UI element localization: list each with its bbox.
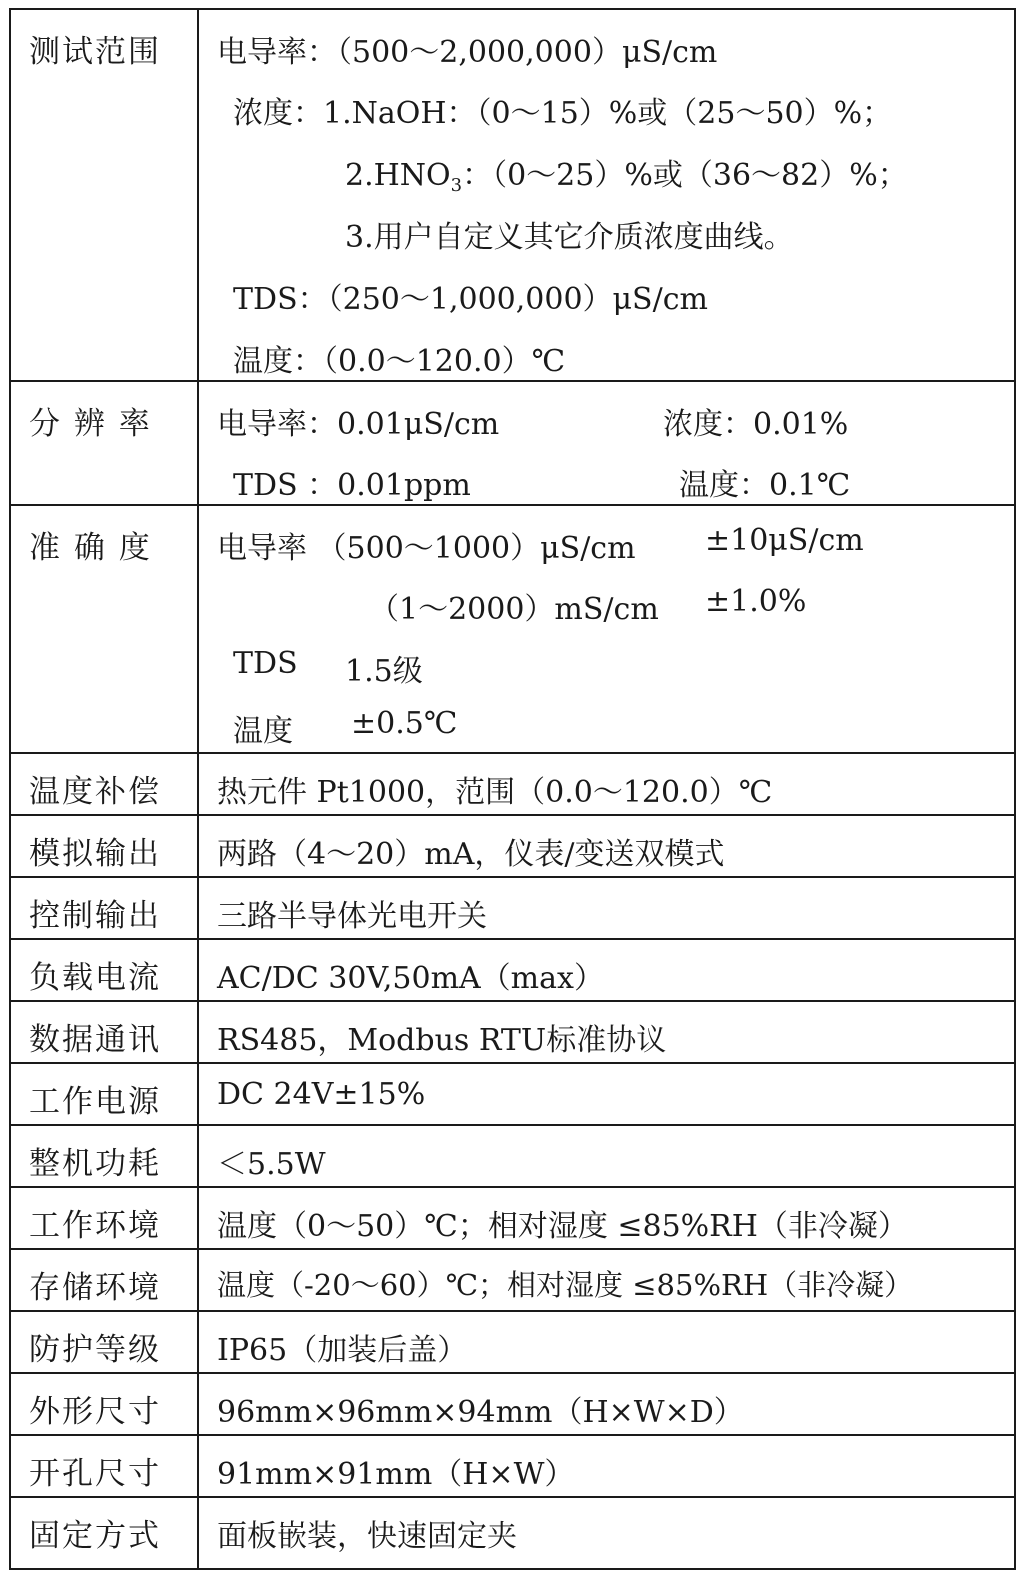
spec-value: 96mm×96mm×94mm（H×W×D） [217, 1395, 744, 1430]
column-divider [197, 1250, 199, 1310]
column-divider [197, 878, 199, 938]
column-divider [197, 1002, 199, 1062]
table-row [11, 506, 1014, 754]
table-row [11, 878, 1014, 940]
spec-value: IP65（加装后盖） [217, 1333, 468, 1368]
spec-line: 电导率 （500～1000）μS/cm [217, 531, 636, 566]
spec-value: 三路半导体光电开关 [217, 899, 487, 934]
column-divider [197, 506, 199, 752]
spec-value: ＜5.5W [217, 1147, 326, 1182]
spec-value: 面板嵌装，快速固定夹 [217, 1519, 517, 1554]
column-divider [197, 1374, 199, 1434]
spec-value: 温度（0～50）℃；相对湿度 ≤85%RH（非冷凝） [217, 1209, 908, 1244]
spec-line: （1～2000）mS/cm [369, 592, 659, 627]
table-row [11, 1064, 1014, 1126]
hno3-prefix: 2.HNO [345, 158, 451, 193]
row-label: 开孔尺寸 [29, 1456, 161, 1492]
spec-line: ±1.0% [705, 584, 807, 619]
table-row [11, 1002, 1014, 1064]
column-divider [197, 1436, 199, 1496]
table-row [11, 10, 1014, 382]
row-label: 存储环境 [29, 1270, 161, 1306]
table-row [11, 1250, 1014, 1312]
spec-value: RS485，Modbus RTU标准协议 [217, 1023, 667, 1058]
spec-line: 温度：（0.0～120.0）℃ [233, 344, 566, 379]
table-row [11, 1188, 1014, 1250]
row-label: 分 辨 率 [29, 406, 152, 442]
row-label: 负载电流 [29, 960, 161, 996]
column-divider [197, 1498, 199, 1568]
row-label: 数据通讯 [29, 1022, 161, 1058]
column-divider [197, 816, 199, 876]
spec-line: TDS [233, 646, 298, 681]
hno3-range: ：（0～25）%或（36～82）%； [462, 158, 908, 193]
spec-line: TDS：（250～1,000,000）μS/cm [233, 282, 708, 317]
table-row [11, 816, 1014, 878]
column-divider [197, 1064, 199, 1124]
spec-line-hno3 [345, 150, 908, 194]
spec-line: 浓度：1.NaOH：（0～15）%或（25～50）%； [233, 96, 893, 131]
row-label: 准 确 度 [29, 530, 152, 566]
row-label: 外形尺寸 [29, 1394, 161, 1430]
hno3-subscript: 3 [450, 175, 463, 196]
spec-line: 1.5级 [345, 654, 423, 689]
row-label: 工作环境 [29, 1208, 161, 1244]
row-label: 控制输出 [29, 898, 161, 934]
row-label: 温度补偿 [29, 774, 161, 810]
row-label: 测试范围 [29, 34, 161, 70]
row-label: 防护等级 [29, 1332, 161, 1368]
spec-value: 热元件 Pt1000，范围（0.0～120.0）℃ [217, 775, 773, 810]
spec-line: TDS ：0.01ppm [233, 468, 471, 503]
spec-line: 温度：0.1℃ [679, 468, 851, 503]
column-divider [197, 1126, 199, 1186]
column-divider [197, 754, 199, 814]
spec-line: 电导率：0.01μS/cm [217, 407, 500, 442]
spec-line: 浓度：0.01% [663, 407, 849, 442]
spec-line: ±0.5℃ [351, 706, 458, 741]
row-label: 模拟输出 [29, 836, 161, 872]
spec-value: 91mm×91mm（H×W） [217, 1457, 575, 1492]
table-row [11, 382, 1014, 506]
spec-value: 两路（4～20）mA，仪表/变送双模式 [217, 837, 725, 872]
column-divider [197, 1188, 199, 1248]
column-divider [197, 10, 199, 380]
spec-line: 温度 [233, 714, 293, 749]
spec-line: 电导率：（500～2,000,000）μS/cm [217, 35, 718, 70]
column-divider [197, 382, 199, 504]
row-label: 工作电源 [29, 1084, 161, 1120]
spec-line: ±10μS/cm [705, 523, 864, 558]
column-divider [197, 940, 199, 1000]
table-row [11, 1498, 1014, 1568]
spec-table [9, 8, 1016, 1570]
spec-line: 3.用户自定义其它介质浓度曲线。 [345, 220, 794, 255]
spec-value: 温度（-20～60）℃；相对湿度 ≤85%RH（非冷凝） [217, 1268, 914, 1302]
spec-value: DC 24V±15% [217, 1077, 426, 1112]
spec-value: AC/DC 30V,50mA（max） [217, 961, 604, 996]
table-row [11, 754, 1014, 816]
table-row [11, 1374, 1014, 1436]
row-label: 固定方式 [29, 1518, 161, 1554]
column-divider [197, 1312, 199, 1372]
row-label: 整机功耗 [29, 1146, 161, 1182]
table-row [11, 1312, 1014, 1374]
table-row [11, 940, 1014, 1002]
table-row [11, 1436, 1014, 1498]
table-row [11, 1126, 1014, 1188]
